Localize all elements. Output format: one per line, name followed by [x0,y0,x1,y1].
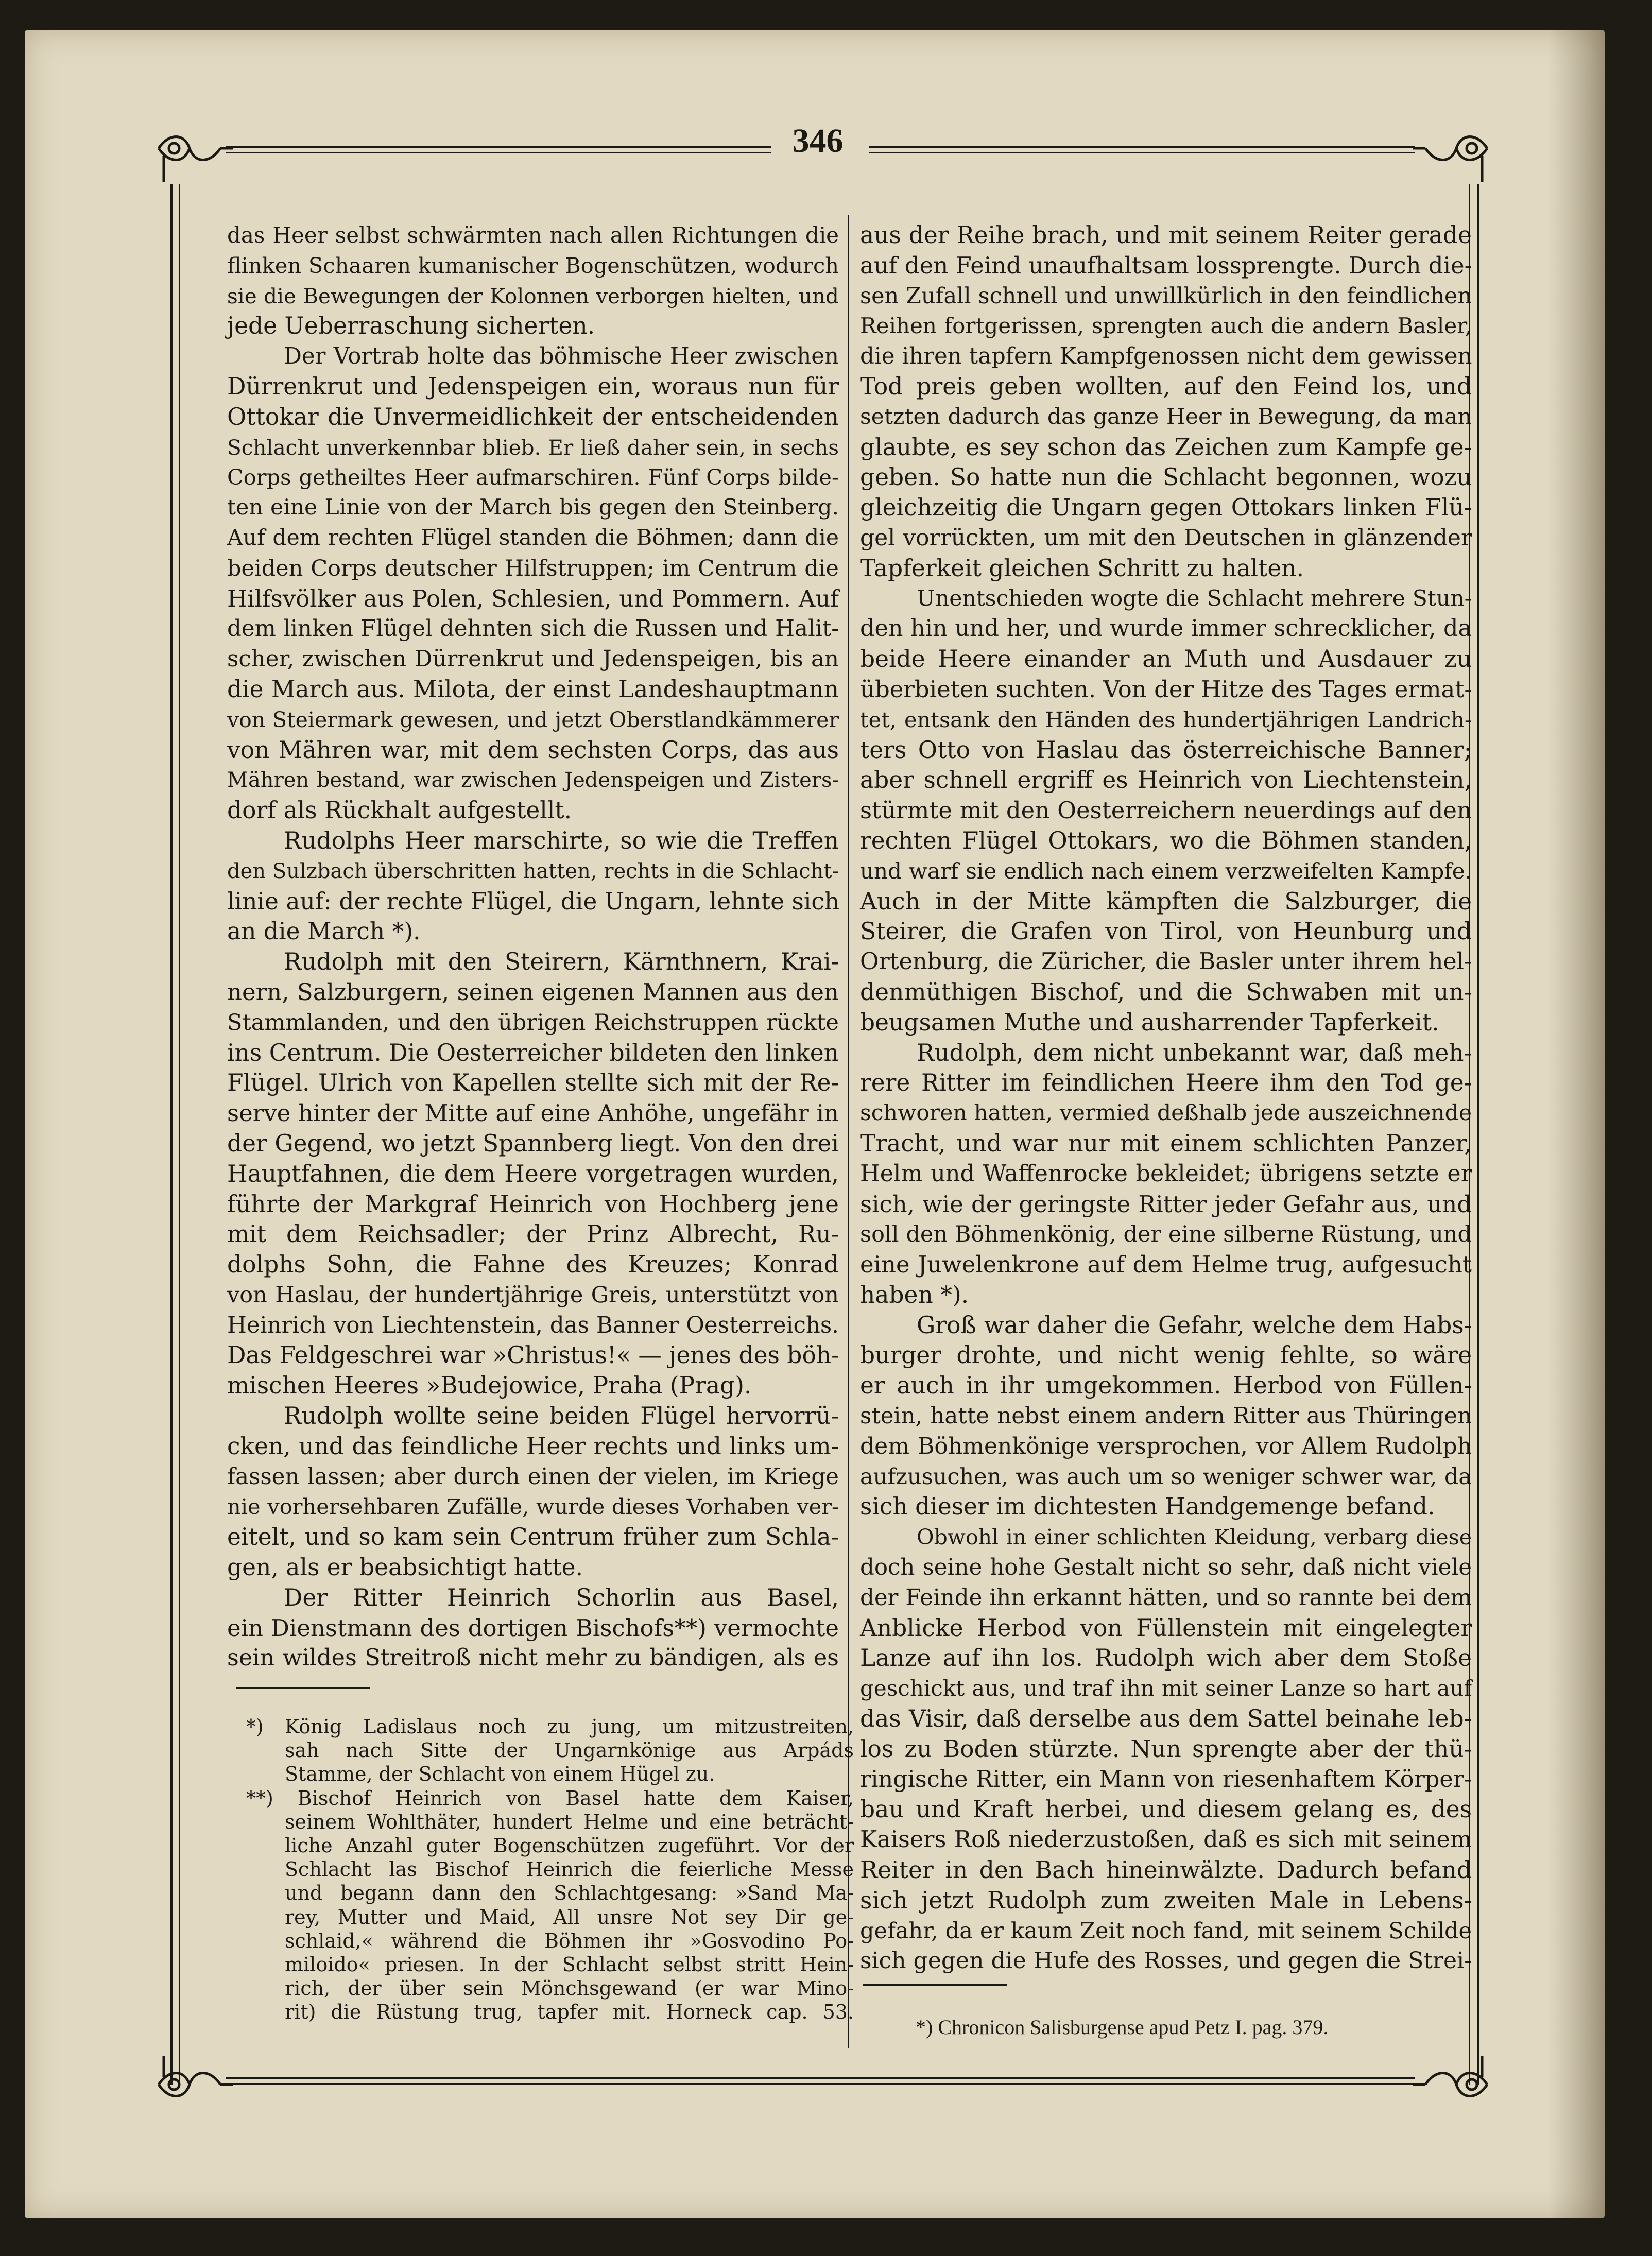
left-column [227,220,839,1674]
text-line: Rudolph wollte seine beiden Flügel hervorrü- [284,1402,839,1430]
footnote-line: sah nach Sitte der Ungarnkönige aus Arpáds [285,1739,854,1762]
text-line: gleichzeitig die Ungarn gegen Ottokars linken Flü- [860,494,1472,522]
text-line: mit dem Reichsadler; der Prinz Albrecht, Ru- [227,1220,839,1248]
text-line: der Gegend, wo jetzt Spannberg liegt. Von den drei [227,1129,839,1157]
corner-ornament-top-right-icon [1410,128,1492,184]
text-line: linie auf: der rechte Flügel, die Ungarn, lehnte sich [227,887,840,915]
text-line: Hilfsvölker aus Polen, Schlesien, und Pommern. Auf [227,584,839,612]
text-line: bau und Kraft herbei, und diesem gelang es, des [860,1796,1472,1823]
text-line: den hin und her, und wurde immer schrecklicher, da [860,615,1472,642]
footnotes-left [246,1715,854,2024]
text-line: ters Otto von Haslau das österreichische Banner; [860,736,1472,764]
text-line: Schlacht unverkennbar blieb. Er ließ daher sein, in sechs [227,435,839,460]
header-rule-right [869,146,1415,148]
text-line: das Heer selbst schwärmten nach allen Richtungen die [227,222,839,248]
text-line: sen Zufall schnell und unwillkürlich in den feindlichen [860,283,1472,309]
right-column [860,220,1472,1976]
footnote-rule-left [236,1687,370,1689]
text-line: Helm und Waffenrocke bekleidet; übrigens setzte er [860,1160,1472,1187]
text-line: die ihren tapfern Kampfgenossen nicht dem gewissen [860,343,1472,370]
text-line: Reiter in den Bach hineinwälzte. Dadurch befand [860,1856,1472,1884]
text-line: glaubte, es sey schon das Zeichen zum Kampfe ge- [860,433,1472,461]
text-line: die March aus. Milota, der einst Landeshauptmann [227,675,839,703]
text-line: sich dieser im dichtesten Handgemenge befand. [860,1493,1435,1521]
text-line: beugsamen Muthe und ausharrender Tapferkeit. [860,1008,1439,1036]
text-line: den Sulzbach überschritten hatten, rechts in die Schlacht- [227,859,839,883]
text-line: soll den Böhmenkönig, der eine silberne Rüstung, und [860,1221,1472,1248]
footnote-line: miloido« priesen. In der Schlacht selbst stritt Hein- [285,1953,854,1976]
text-line: Unentschieden wogte die Schlacht mehrere Stun- [917,585,1472,611]
text-line: tet, entsank den Händen des hundertjährigen Landrich- [860,707,1472,732]
text-line: aus der Reihe brach, und mit seinem Reiter gerade [860,221,1472,249]
footnote-line: schlaid,« während die Böhmen ihr »Gosvodino Po- [285,1929,854,1952]
text-line: an die March *). [227,918,421,945]
text-line: stürmte mit den Oesterreichern neuerdings auf den [860,797,1472,824]
text-line: dolphs Sohn, die Fahne des Kreuzes; Konrad [227,1251,839,1279]
text-line: Tapferkeit gleichen Schritt zu halten. [860,554,1304,582]
text-line: Auch in der Mitte kämpften die Salzburger, die [860,887,1472,915]
text-line: gen, als er beabsichtigt hatte. [227,1554,583,1581]
text-line: Ortenburg, die Züricher, die Basler unter ihrem hel- [860,949,1472,975]
text-line: scher, zwischen Dürrenkrut und Jedenspeigen, bis an [227,646,839,673]
text-line: nie vorhersehbaren Zufälle, wurde dieses Vorhaben ver- [227,1494,839,1520]
text-line: Dürrenkrut und Jedenspeigen ein, woraus nun für [227,372,839,400]
text-line: Tracht, und war nur mit einem schlichten Panzer, [860,1129,1472,1157]
text-line: er auch in ihr umgekommen. Herbod von Füllen- [860,1372,1472,1400]
text-line: ein Dienstmann des dortigen Bischofs**) vermochte [227,1614,839,1642]
text-line: nern, Salzburgern, seinen eigenen Mannen aus den [227,978,839,1006]
footnote-line: rit) die Rüstung trug, tapfer mit. Horneck cap. 53. [285,2001,854,2024]
text-line: Mähren bestand, war zwischen Jedenspeigen und Zisters- [227,768,839,793]
footnote-line: **) Bischof Heinrich von Basel hatte dem Kaiser, [246,1786,854,1810]
corner-ornament-bottom-left-icon [153,2054,236,2110]
text-line: sich jetzt Rudolph zum zweiten Male in Lebens- [860,1886,1472,1914]
text-line: Obwohl in einer schlichten Kleidung, verbarg diese [917,1525,1472,1550]
text-line: setzten dadurch das ganze Heer in Bewegung, da man [860,404,1472,429]
text-line: überbieten suchten. Von der Hitze des Tages ermat- [860,675,1472,703]
text-line: schworen hatten, vermied deßhalb jede auszeichnende [860,1100,1472,1126]
border-left-outer [170,184,173,2085]
footnote-rule-right [863,1984,1007,1986]
text-line: und warf sie endlich nach einem verzweifelten Kampfe. [860,858,1472,884]
header-rule-right-thin [869,152,1415,153]
text-line: dem linken Flügel dehnten sich die Russen und Halit- [227,616,839,642]
text-line: Rudolph, dem nicht unbekannt war, daß meh- [917,1039,1472,1066]
border-left-inner [179,184,180,2085]
text-line: Heinrich von Liechtenstein, das Banner Oesterreichs. [227,1312,839,1338]
border-right-outer [1477,184,1479,2085]
text-line: Hauptfahnen, die dem Heere vorgetragen wurden, [227,1160,839,1187]
footer-rule [226,2077,1415,2079]
text-line: das Visir, daß derselbe aus dem Sattel beinahe leb- [860,1705,1472,1733]
page-spine-shadow [1548,30,1605,2218]
text-line: Ottokar die Unvermeidlichkeit der entscheidenden [227,403,839,430]
text-line: Stammlanden, und den übrigen Reichstruppen rückte [227,1009,839,1036]
text-line: ten eine Linie von der March bis gegen den Steinberg. [227,495,839,521]
footnote-line: *) König Ladislaus noch zu jung, um mitzustreiten, [246,1715,854,1738]
text-line: stein, hatte nebst einem andern Ritter aus Thüringen [860,1403,1472,1430]
text-line: ins Centrum. Die Oesterreicher bildeten den linken [227,1039,839,1066]
text-line: fassen lassen; aber durch einen der vielen, im Kriege [227,1463,839,1490]
text-line: der Feinde ihn erkannt hätten, und so rannte bei dem [860,1585,1472,1611]
text-line: Groß war daher die Gefahr, welche dem Habs- [917,1311,1472,1339]
book-page [25,30,1605,2218]
text-line: Corps getheiltes Heer aufmarschiren. Fünf Corps bilde- [227,464,839,490]
text-line: doch seine hohe Gestalt nicht so sehr, daß nicht viele [860,1555,1472,1581]
text-line: rere Ritter im feindlichen Heere ihm den Tod ge- [860,1069,1472,1097]
text-line: sich gegen die Hufe des Rosses, und gegen die Strei- [860,1948,1472,1974]
footnote-line: Schlacht las Bischof Heinrich die feierliche Messe [285,1858,854,1881]
text-line: von Steiermark gewesen, und jetzt Oberstlandkämmerer [227,707,839,732]
footnote-line: Stamme, der Schlacht von einem Hügel zu. [285,1763,715,1786]
footer-rule-thin [226,2083,1415,2085]
footnote-line: liche Anzahl guter Bogenschützen zugeführt. Vor der [285,1834,854,1857]
text-line: denmüthigen Bischof, und die Schwaben mit un- [860,978,1472,1006]
corner-ornament-top-left-icon [153,128,236,184]
text-line: eine Juwelenkrone auf dem Helme trug, aufgesucht [860,1251,1472,1279]
text-line: Tod preis geben wollten, auf den Feind los, und [860,372,1472,400]
footnote-line: und begann dann den Schlachtgesang: »Sand Ma- [285,1882,854,1905]
text-line: von Mähren war, mit dem sechsten Corps, das aus [227,736,839,764]
text-line: Kaisers Roß niederzustoßen, daß es sich mit seinem [860,1827,1472,1853]
text-line: Das Feldgeschrei war »Christus!« — jenes des böh- [227,1341,839,1369]
text-line: dem Böhmenkönige versprochen, vor Allem Rudolph [860,1433,1472,1459]
text-line: serve hinter der Mitte auf eine Anhöhe, ungefähr in [227,1099,839,1127]
text-line: Anblicke Herbod von Füllenstein mit eingelegter [860,1614,1472,1642]
header-rule-left [226,146,771,148]
text-line: auf den Feind unaufhaltsam lossprengte. Durch die- [860,251,1472,279]
text-line: sie die Bewegungen der Kolonnen verborgen hielten, und [227,283,839,308]
text-line: mischen Heeres »Budejowice, Praha (Prag). [227,1372,752,1400]
text-line: Rudolphs Heer marschirte, so wie die Treffen [284,826,839,854]
text-line: Flügel. Ulrich von Kapellen stellte sich mit der Re- [227,1069,839,1097]
text-line: Lanze auf ihn los. Rudolph wich aber dem Stoße [860,1644,1472,1672]
text-line: Rudolph mit den Steirern, Kärnthnern, Krai- [284,948,839,976]
text-line: eitelt, und so kam sein Centrum früher zum Schla- [227,1523,839,1551]
text-line: burger drohte, und nicht wenig fehlte, so wäre [860,1341,1472,1369]
text-line: cken, und das feindliche Heer rechts und links um- [227,1432,839,1460]
text-line: flinken Schaaren kumanischer Bogenschützen, wodurch [227,252,839,278]
text-line: führte der Markgraf Heinrich von Hochberg jene [227,1190,839,1218]
text-line: gel vorrückten, um mit den Deutschen in glänzender [860,524,1472,551]
text-line: ringische Ritter, ein Mann von riesenhaftem Körper- [860,1766,1472,1793]
header-rule-left-thin [226,152,771,153]
text-line: aber schnell ergriff es Heinrich von Liechtenstein, [860,766,1472,794]
text-line: rechten Flügel Ottokars, wo die Böhmen standen, [860,826,1472,854]
text-line: aufzusuchen, was auch um so weniger schwer war, da [860,1463,1472,1490]
text-line: haben *). [860,1281,969,1308]
page-number: 346 [792,122,844,160]
text-line: sein wildes Streitroß nicht mehr zu bändigen, als es [227,1645,839,1672]
footnote-line: rey, Mutter und Maid, All unsre Not sey Dir ge- [285,1905,854,1928]
footnote-right: *) Chronicon Salisburgense apud Petz I. pag. 379. [916,2016,1329,2039]
text-line: von Haslau, der hundertjährige Greis, unterstützt von [227,1282,839,1308]
text-line: Der Ritter Heinrich Schorlin aus Basel, [284,1583,839,1611]
text-line: beiden Corps deutscher Hilfstruppen; im Centrum die [227,555,839,581]
text-line: los zu Boden stürzte. Nun sprengte aber der thü- [860,1735,1472,1763]
text-line: geschickt aus, und traf ihn mit seiner Lanze so hart auf [860,1676,1472,1701]
footnote-line: seinem Wohlthäter, hundert Helme und eine beträcht- [285,1810,854,1833]
text-line: Auf dem rechten Flügel standen die Böhmen; dann die [227,525,839,550]
corner-ornament-bottom-right-icon [1410,2054,1492,2110]
text-line: beide Heere einander an Muth und Ausdauer zu [860,645,1472,673]
text-line: Der Vortrab holte das böhmische Heer zwischen [284,343,839,370]
footnote-line: rich, der über sein Mönchsgewand (er war Mino- [285,1977,854,2000]
text-line: sich, wie der geringste Ritter jeder Gefahr aus, und [860,1190,1472,1218]
text-line: Reihen fortgerissen, sprengten auch die andern Basler, [860,313,1472,339]
text-line: Steirer, die Grafen von Tirol, von Heunburg und [860,918,1472,945]
text-line: dorf als Rückhalt aufgestellt. [227,797,572,824]
text-line: geben. So hatte nun die Schlacht begonnen, wozu [860,463,1472,491]
text-line: gefahr, da er kaum Zeit noch fand, mit seinem Schilde [860,1918,1472,1944]
text-line: jede Ueberraschung sicherten. [227,312,595,340]
